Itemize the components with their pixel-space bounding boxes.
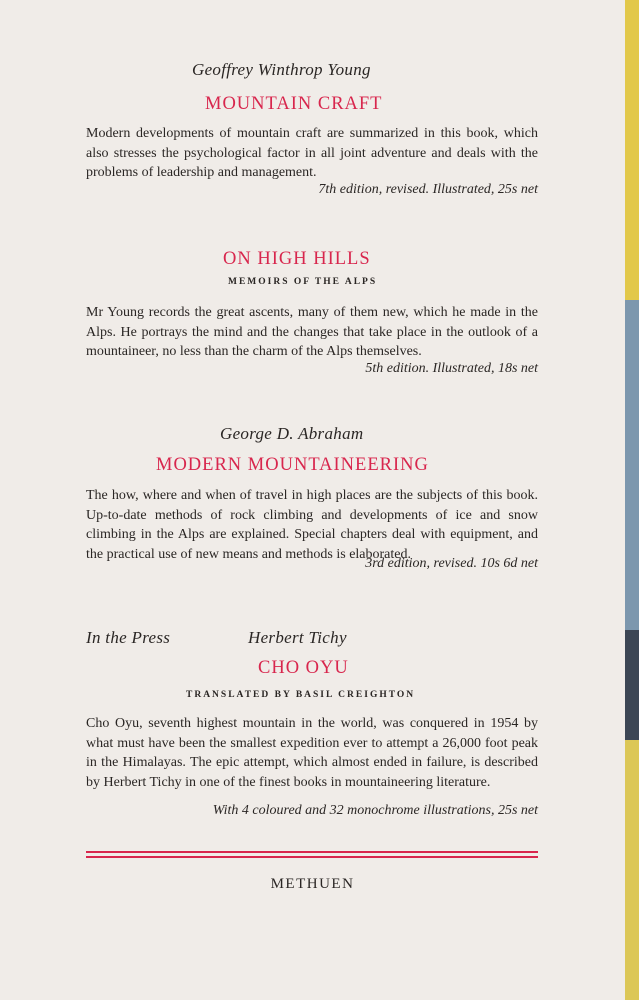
book-subtitle: TRANSLATED BY BASIL CREIGHTON (186, 690, 416, 700)
book-title: MODERN MOUNTAINEERING (156, 455, 429, 475)
author-name: Herbert Tichy (248, 628, 347, 647)
book-price: 7th edition, revised. Illustrated, 25s net (318, 182, 538, 197)
cover-edge-yellow-lower (625, 740, 639, 1000)
book-subtitle: MEMOIRS OF THE ALPS (228, 277, 378, 287)
book-title: MOUNTAIN CRAFT (205, 94, 383, 114)
book-price: With 4 coloured and 32 monochrome illustrations, 25s net (212, 803, 538, 818)
book-description: Cho Oyu, seventh highest mountain in the world, was conquered in 1954 by what must have been the smallest expedition ever to attempt a 26,000 foot peak in the Himalayas. The epic attempt, which almost ended in failure, is described by Herbert Tichy in one of the finest books in mountaineering literature. (86, 716, 538, 790)
cover-edge-blue (625, 300, 639, 630)
book-price: 5th edition. Illustrated, 18s net (365, 361, 538, 376)
book-title: ON HIGH HILLS (223, 249, 371, 269)
book-description: Mr Young records the great ascents, many of them new, which he made in the Alps. He portrays the mind and the changes that take place in the outlook of a mountaineer, no less than the charm of the Alps themselves. (86, 305, 538, 359)
cover-edge-dark (625, 630, 639, 740)
publisher-name: METHUEN (270, 876, 355, 892)
cover-edge-yellow (625, 0, 639, 300)
book-description: The how, where and when of travel in high places are the subjects of this book. Up-to-date methods of rock climbing and developments of ice and snow climbing in the Alps are explained. Special chapters deal with equipment, and the practical use of new means and methods is elaborated. (86, 488, 538, 562)
book-price: 3rd edition, revised. 10s 6d net (365, 556, 538, 571)
divider-rule (86, 851, 538, 853)
press-status: In the Press (86, 628, 171, 647)
book-title: CHO OYU (258, 658, 349, 678)
divider-rule (86, 856, 538, 858)
author-name: George D. Abraham (220, 424, 364, 443)
author-name: Geoffrey Winthrop Young (192, 60, 371, 79)
book-description: Modern developments of mountain craft are summarized in this book, which also stresses the psychological factor in all joint adventure and deals with the problems of leadership and management. (86, 126, 538, 180)
